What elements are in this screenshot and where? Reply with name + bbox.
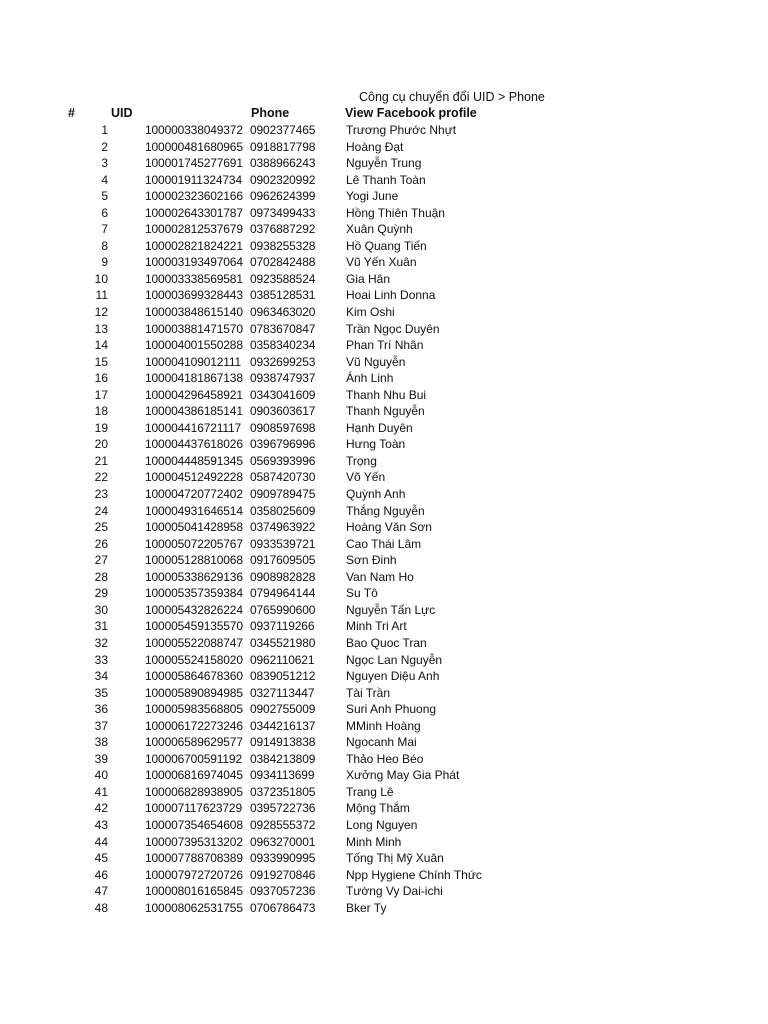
row-number: 31 <box>94 619 108 634</box>
row-number: 14 <box>94 338 108 353</box>
row-phone: 0385128531 <box>250 288 316 303</box>
table-row <box>0 884 768 901</box>
row-number: 1 <box>101 123 108 137</box>
row-number: 48 <box>94 900 108 915</box>
row-uid: 100008062531755 <box>145 900 243 915</box>
row-phone: 0569393996 <box>250 453 316 468</box>
row-number: 39 <box>94 751 108 766</box>
row-profile-name[interactable]: Minh Minh <box>346 834 402 849</box>
table-row <box>0 619 768 636</box>
row-phone: 0962110621 <box>250 652 315 667</box>
row-profile-name[interactable]: Trang Lê <box>346 784 394 799</box>
table-row <box>0 140 768 157</box>
row-phone: 0765990600 <box>250 602 316 617</box>
table-row <box>0 123 768 140</box>
table-row <box>0 388 768 405</box>
table-row <box>0 785 768 802</box>
row-phone: 0917609505 <box>250 553 316 568</box>
row-phone: 0908597698 <box>250 420 316 435</box>
table-row <box>0 255 768 272</box>
row-uid: 100006172273246 <box>145 718 243 733</box>
table-row <box>0 901 768 918</box>
table-row <box>0 653 768 670</box>
table-row <box>0 322 768 339</box>
table-row <box>0 851 768 868</box>
table-row <box>0 338 768 355</box>
row-uid: 100006589629577 <box>145 735 243 750</box>
row-uid: 100006700591192 <box>145 751 242 766</box>
row-uid: 100005459135570 <box>145 619 243 634</box>
row-phone: 0938747937 <box>250 371 316 386</box>
row-number: 8 <box>101 238 108 253</box>
row-number: 43 <box>94 817 108 832</box>
row-profile-name[interactable]: Trần Ngọc Duyên <box>346 321 440 336</box>
row-profile-name[interactable]: Hồ Quang Tiến <box>346 238 427 253</box>
row-profile-name[interactable]: Gia Hân <box>346 271 391 286</box>
table-row <box>0 520 768 537</box>
row-uid: 100005338629136 <box>145 569 243 584</box>
row-profile-name[interactable]: Tống Thị Mỹ Xuân <box>346 851 444 866</box>
row-phone: 0932699253 <box>250 354 316 369</box>
row-profile-name[interactable]: Kim Oshi <box>346 305 395 320</box>
table-row <box>0 818 768 835</box>
table-row <box>0 173 768 190</box>
header-profile: View Facebook profile <box>345 106 477 120</box>
table-row <box>0 719 768 736</box>
header-uid: UID <box>111 106 133 120</box>
table-row <box>0 156 768 173</box>
row-uid: 100004720772402 <box>145 487 243 502</box>
row-number: 38 <box>94 735 108 750</box>
row-uid: 100004181867138 <box>145 371 243 386</box>
row-uid: 100004416721117 <box>145 420 242 435</box>
row-number: 21 <box>94 453 108 468</box>
row-uid: 100007788708389 <box>145 851 243 866</box>
row-phone: 0963463020 <box>250 305 316 320</box>
table-row <box>0 239 768 256</box>
row-profile-name[interactable]: Suri Anh Phuong <box>346 702 437 717</box>
row-uid: 100003881471570 <box>145 321 243 336</box>
row-phone: 0928555372 <box>250 817 316 832</box>
row-profile-name[interactable]: Bao Quoc Tran <box>346 635 427 650</box>
row-phone: 0706786473 <box>250 900 316 915</box>
row-uid: 100002643301787 <box>145 205 243 220</box>
table-header <box>0 106 768 123</box>
row-number: 19 <box>94 420 108 435</box>
row-uid: 100007117623729 <box>145 801 242 816</box>
row-uid: 100008016165845 <box>145 884 243 899</box>
row-uid: 100006828938905 <box>145 784 243 799</box>
row-uid: 100005890894985 <box>145 685 243 700</box>
row-profile-name[interactable]: Nguyễn Tấn Lực <box>346 602 436 617</box>
row-profile-name[interactable]: Mộng Thắm <box>346 801 410 816</box>
table-row <box>0 835 768 852</box>
row-phone: 0937057236 <box>250 884 316 899</box>
row-profile-name[interactable]: Hoàng Văn Sơn <box>346 520 432 535</box>
row-uid: 100005524158020 <box>145 652 243 667</box>
table-row <box>0 371 768 388</box>
row-profile-name[interactable]: Long Nguyen <box>346 817 418 832</box>
row-profile-name[interactable]: Thắng Nguyễn <box>346 503 425 518</box>
table-row <box>0 437 768 454</box>
row-number: 44 <box>94 834 108 849</box>
row-profile-name[interactable]: Quỳnh Anh <box>346 487 406 502</box>
row-uid: 100005128810068 <box>145 553 243 568</box>
table-row <box>0 801 768 818</box>
table-row <box>0 272 768 289</box>
row-profile-name[interactable]: Nguyen Diệu Anh <box>346 669 440 684</box>
table-row <box>0 504 768 521</box>
row-number: 7 <box>101 222 108 237</box>
row-uid: 100005357359384 <box>145 586 243 601</box>
row-phone: 0914913838 <box>250 735 316 750</box>
row-profile-name[interactable]: Hồng Thiên Thuận <box>346 205 445 220</box>
table-row <box>0 470 768 487</box>
row-phone: 0702842488 <box>250 255 316 270</box>
row-uid: 100005864678360 <box>145 669 243 684</box>
row-number: 4 <box>101 172 108 187</box>
table-row <box>0 305 768 322</box>
row-profile-name[interactable]: Vũ Yến Xuân <box>346 255 417 270</box>
header-phone: Phone <box>251 106 290 120</box>
row-number: 25 <box>94 520 108 535</box>
row-uid: 100002821824221 <box>145 238 243 253</box>
row-profile-name[interactable]: Van Nam Ho <box>346 569 414 584</box>
table-row <box>0 454 768 471</box>
row-uid: 100007395313202 <box>145 834 243 849</box>
row-number: 40 <box>94 768 108 783</box>
row-profile-name[interactable]: Thanh Nguyễn <box>346 404 425 419</box>
row-uid: 100005432826224 <box>145 602 243 617</box>
row-number: 23 <box>94 487 108 502</box>
header-number: # <box>68 106 75 120</box>
row-uid: 100004109012111 <box>145 354 242 369</box>
row-profile-name[interactable]: Su Tô <box>346 586 378 601</box>
row-number: 28 <box>94 569 108 584</box>
row-number: 27 <box>94 553 108 568</box>
row-number: 47 <box>94 884 108 899</box>
row-phone: 0903603617 <box>250 404 316 419</box>
row-uid: 100003848615140 <box>145 305 243 320</box>
row-profile-name[interactable]: MMinh Hoàng <box>346 718 421 733</box>
table-row <box>0 686 768 703</box>
row-profile-name[interactable]: Trương Phước Nhựt <box>346 123 457 137</box>
row-uid: 100004001550288 <box>145 338 243 353</box>
row-phone: 0388966243 <box>250 156 316 171</box>
row-profile-name[interactable]: Ngọc Lan Nguyễn <box>346 652 443 667</box>
row-phone: 0395722736 <box>250 801 316 816</box>
row-phone: 0783670847 <box>250 321 316 336</box>
row-profile-name[interactable]: Lê Thanh Toàn <box>346 172 426 187</box>
table-row <box>0 735 768 752</box>
row-profile-name[interactable]: Ánh Linh <box>346 371 394 386</box>
row-number: 3 <box>101 156 108 171</box>
row-phone: 0344216137 <box>250 718 316 733</box>
row-number: 5 <box>101 189 108 204</box>
row-profile-name[interactable]: Ngocanh Mai <box>346 735 417 750</box>
row-uid: 100007354654608 <box>145 817 243 832</box>
row-number: 45 <box>94 851 108 866</box>
row-uid: 100005072205767 <box>145 536 243 551</box>
row-number: 46 <box>94 867 108 882</box>
table-row <box>0 752 768 769</box>
row-phone: 0934113699 <box>250 768 315 783</box>
row-profile-name[interactable]: Hạnh Duyên <box>346 420 413 435</box>
row-number: 41 <box>94 784 108 799</box>
row-uid: 100004448591345 <box>145 453 243 468</box>
row-phone: 0839051212 <box>250 669 316 684</box>
row-profile-name[interactable]: Hưng Toàn <box>346 437 406 452</box>
row-profile-name[interactable]: Tường Vy Dai-ichi <box>346 884 443 899</box>
row-number: 22 <box>94 470 108 485</box>
row-number: 17 <box>94 387 108 402</box>
row-number: 29 <box>94 586 108 601</box>
row-number: 37 <box>94 718 108 733</box>
table-row <box>0 487 768 504</box>
row-phone: 0923588524 <box>250 271 316 286</box>
row-profile-name[interactable]: Võ Yến <box>346 470 386 485</box>
row-profile-name[interactable]: Cao Thái Lâm <box>346 536 422 551</box>
table-row <box>0 669 768 686</box>
row-phone: 0345521980 <box>250 635 316 650</box>
table-row <box>0 702 768 719</box>
row-profile-name[interactable]: Nguyễn Trung <box>346 156 422 171</box>
row-number: 33 <box>94 652 108 667</box>
table-row <box>0 222 768 239</box>
row-number: 11 <box>95 288 108 303</box>
row-number: 16 <box>94 371 108 386</box>
row-phone: 0902755009 <box>250 702 316 717</box>
row-uid: 100003193497064 <box>145 255 243 270</box>
row-profile-name[interactable]: Bker Ty <box>346 900 387 915</box>
row-uid: 100006816974045 <box>145 768 243 783</box>
row-phone: 0327113447 <box>250 685 315 700</box>
row-phone: 0374963922 <box>250 520 316 535</box>
table-row <box>0 421 768 438</box>
table-row <box>0 288 768 305</box>
row-phone: 0937119266 <box>250 619 315 634</box>
table-body <box>0 123 768 917</box>
row-uid: 100005522088747 <box>145 635 243 650</box>
row-profile-name[interactable]: Xưởng May Gia Phát <box>346 768 460 783</box>
row-uid: 100007972720726 <box>145 867 243 882</box>
row-uid: 100001745277691 <box>145 156 243 171</box>
table-row <box>0 404 768 421</box>
row-profile-name[interactable]: Hoàng Đạt <box>346 139 404 154</box>
row-phone: 0933539721 <box>250 536 316 551</box>
row-profile-name[interactable]: Hoai Linh Donna <box>346 288 436 303</box>
row-phone: 0973499433 <box>250 205 316 220</box>
row-number: 24 <box>94 503 108 518</box>
table-row <box>0 553 768 570</box>
row-phone: 0919270846 <box>250 867 316 882</box>
row-number: 10 <box>94 271 108 286</box>
row-phone: 0962624399 <box>250 189 316 204</box>
row-profile-name[interactable]: Trọng <box>346 453 377 468</box>
row-number: 18 <box>94 404 108 419</box>
row-number: 35 <box>94 685 108 700</box>
row-uid: 100001911324734 <box>145 172 242 187</box>
row-uid: 100003699328443 <box>145 288 243 303</box>
row-phone: 0908982828 <box>250 569 316 584</box>
row-number: 36 <box>94 702 108 717</box>
row-phone: 0384213809 <box>250 751 316 766</box>
page-title: Công cụ chuyển đổi UID > Phone <box>359 90 545 104</box>
table-row <box>0 355 768 372</box>
row-uid: 100002323602166 <box>145 189 243 204</box>
row-phone: 0587420730 <box>250 470 316 485</box>
row-phone: 0963270001 <box>250 834 316 849</box>
table-row <box>0 868 768 885</box>
row-uid: 100003338569581 <box>145 271 243 286</box>
row-phone: 0358025609 <box>250 503 316 518</box>
row-phone: 0376887292 <box>250 222 316 237</box>
table-row <box>0 189 768 206</box>
row-profile-name[interactable]: Thanh Nhu Bui <box>346 387 427 402</box>
table-row <box>0 586 768 603</box>
row-uid: 100000338049372 <box>145 123 243 137</box>
row-number: 12 <box>94 305 108 320</box>
row-number: 26 <box>94 536 108 551</box>
row-number: 42 <box>94 801 108 816</box>
table-row <box>0 537 768 554</box>
row-number: 34 <box>94 669 108 684</box>
table-row <box>0 570 768 587</box>
row-uid: 100004437618026 <box>145 437 243 452</box>
row-phone: 0938255328 <box>250 238 316 253</box>
row-profile-name[interactable]: Vũ Nguyễn <box>346 354 406 369</box>
row-number: 2 <box>101 139 108 154</box>
row-phone: 0372351805 <box>250 784 316 799</box>
table-row <box>0 206 768 223</box>
row-profile-name[interactable]: Thảo Heo Béo <box>346 751 424 766</box>
row-phone: 0902320992 <box>250 172 316 187</box>
row-profile-name[interactable]: Npp Hygiene Chính Thức <box>346 867 482 882</box>
row-profile-name[interactable]: Yogi June <box>346 189 399 204</box>
row-uid: 100005983568805 <box>145 702 243 717</box>
row-profile-name[interactable]: Minh Tri Art <box>346 619 407 634</box>
row-number: 32 <box>94 635 108 650</box>
row-profile-name[interactable]: Tài Trần <box>346 685 391 700</box>
row-number: 20 <box>94 437 108 452</box>
row-uid: 100000481680965 <box>145 139 243 154</box>
row-phone: 0902377465 <box>250 123 316 137</box>
row-phone: 0343041609 <box>250 387 316 402</box>
row-uid: 100005041428958 <box>145 520 243 535</box>
row-number: 13 <box>94 321 108 336</box>
row-profile-name[interactable]: Sơn Đinh <box>346 553 397 568</box>
table-row <box>0 636 768 653</box>
row-uid: 100002812537679 <box>145 222 243 237</box>
row-phone: 0933990995 <box>250 851 316 866</box>
row-uid: 100004386185141 <box>145 404 243 419</box>
row-profile-name[interactable]: Xuân Quỳnh <box>346 222 413 237</box>
row-uid: 100004931646514 <box>145 503 243 518</box>
row-number: 6 <box>101 205 108 220</box>
row-phone: 0794964144 <box>250 586 316 601</box>
row-number: 30 <box>94 602 108 617</box>
row-number: 9 <box>101 255 108 270</box>
table-row <box>0 768 768 785</box>
table-row <box>0 603 768 620</box>
row-phone: 0396796996 <box>250 437 316 452</box>
row-phone: 0918817798 <box>250 139 316 154</box>
row-uid: 100004512492228 <box>145 470 243 485</box>
row-phone: 0358340234 <box>250 338 316 353</box>
row-profile-name[interactable]: Phan Trí Nhân <box>346 338 424 353</box>
row-phone: 0909789475 <box>250 487 316 502</box>
row-uid: 100004296458921 <box>145 387 243 402</box>
row-number: 15 <box>94 354 108 369</box>
